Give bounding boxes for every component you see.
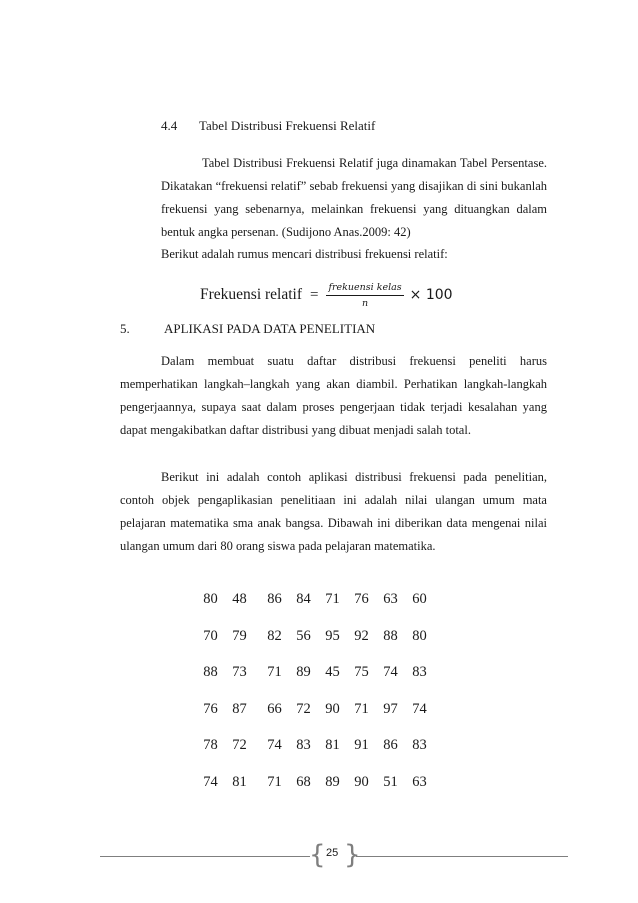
data-cell: 71 bbox=[325, 591, 340, 607]
footer-rule-right bbox=[356, 856, 568, 857]
footer-rule-left bbox=[100, 856, 310, 857]
data-cell: 97 bbox=[383, 700, 398, 717]
data-cell: 66 bbox=[267, 700, 282, 717]
data-cell: 48 bbox=[232, 591, 247, 607]
data-cell: 80 bbox=[412, 627, 427, 644]
section-number: 4.4 bbox=[161, 118, 178, 133]
data-cell: 89 bbox=[325, 773, 340, 790]
data-cell: 95 bbox=[325, 627, 340, 644]
data-cell: 74 bbox=[267, 737, 282, 753]
formula-denominator: n bbox=[362, 297, 369, 309]
data-cell: 72 bbox=[232, 737, 247, 753]
data-cell: 81 bbox=[232, 773, 247, 790]
formula-fraction bbox=[326, 282, 403, 309]
paragraph-text: Berikut adalah rumus mencari distribusi frekuensi relatif: bbox=[161, 247, 448, 261]
right-brace-icon: } bbox=[344, 840, 361, 870]
data-cell: 89 bbox=[296, 664, 311, 680]
data-cell: 63 bbox=[412, 773, 427, 790]
data-cell: 83 bbox=[412, 664, 427, 680]
formula-intro bbox=[161, 243, 547, 266]
data-cell: 71 bbox=[354, 700, 369, 717]
data-row bbox=[196, 732, 434, 769]
data-row bbox=[196, 769, 434, 806]
formula-numerator: frekuensi kelas bbox=[326, 282, 403, 296]
data-cell: 56 bbox=[296, 627, 311, 644]
data-row bbox=[196, 586, 434, 623]
section-5-paragraph-2 bbox=[120, 466, 547, 558]
data-cell: 88 bbox=[203, 664, 218, 680]
data-cell: 76 bbox=[203, 700, 218, 717]
data-cell: 74 bbox=[383, 664, 398, 680]
section-4-4-heading bbox=[161, 118, 375, 134]
data-cell: 74 bbox=[412, 700, 427, 717]
data-cell: 86 bbox=[267, 591, 282, 607]
data-cell: 71 bbox=[267, 664, 282, 680]
data-cell: 79 bbox=[232, 627, 247, 644]
paragraph-text: Berikut ini adalah contoh aplikasi distribusi frekuensi pada penelitian, contoh objek pengaplikasian penelitiaan ini adalah nilai ulangan umum mata pelajaran matematika sma anak bangsa. Dibawah ini diberikan data mengenai nilai ulangan umum dari 80 orang siswa pada pelajaran matematika. bbox=[120, 470, 547, 553]
relative-frequency-formula bbox=[200, 273, 453, 317]
data-cell: 45 bbox=[325, 664, 340, 680]
data-cell: 87 bbox=[232, 700, 247, 717]
data-cell: 90 bbox=[325, 700, 340, 717]
data-cell: 80 bbox=[203, 591, 218, 607]
data-cell: 90 bbox=[354, 773, 369, 790]
left-brace-icon: { bbox=[309, 840, 326, 870]
data-cell: 72 bbox=[296, 700, 311, 717]
data-row bbox=[196, 696, 434, 733]
formula-multiplier: × 100 bbox=[409, 287, 453, 303]
data-cell: 68 bbox=[296, 773, 311, 790]
formula-lhs: Frekuensi relatif bbox=[200, 286, 303, 303]
data-cell: 88 bbox=[383, 627, 398, 644]
section-5-paragraph-1 bbox=[120, 350, 547, 442]
data-cell: 82 bbox=[267, 627, 282, 644]
paragraph-text: Dalam membuat suatu daftar distribusi frekuensi peneliti harus memperhatikan langkah–langkah yang akan diambil. Perhatikan langkah-langkah pengerjaannya, supaya saat dalam proses pengerjaan tidak terjadi kesalahan yang dapat mengakibatkan daftar distribusi yang dibuat menjadi salah total. bbox=[120, 354, 547, 437]
data-row bbox=[196, 623, 434, 660]
section-number: 5. bbox=[120, 321, 130, 336]
section-title: APLIKASI PADA DATA PENELITIAN bbox=[164, 321, 376, 336]
data-cell: 63 bbox=[383, 591, 398, 607]
data-cell: 75 bbox=[354, 664, 369, 680]
data-cell: 78 bbox=[203, 737, 218, 753]
data-cell: 71 bbox=[267, 773, 282, 790]
data-cell: 74 bbox=[203, 773, 218, 790]
section-4-4-paragraph bbox=[161, 152, 547, 244]
data-cell: 91 bbox=[354, 737, 369, 753]
section-5-heading bbox=[120, 321, 375, 337]
data-cell: 51 bbox=[383, 773, 398, 790]
data-row bbox=[196, 659, 434, 696]
data-cell: 73 bbox=[232, 664, 247, 680]
data-cell: 70 bbox=[203, 627, 218, 644]
data-cell: 76 bbox=[354, 591, 369, 607]
data-cell: 81 bbox=[325, 737, 340, 753]
score-data-grid bbox=[196, 586, 434, 805]
paragraph-text: Tabel Distribusi Frekuensi Relatif juga dinamakan Tabel Persentase. Dikatakan “frekuensi relatif” sebab frekuensi yang disajikan di sini bukanlah frekuensi yang sebenarnya, melainkan frekuensi yang dituangkan dalam bentuk angka persenan. (Sudijono Anas.2009: 42) bbox=[161, 156, 547, 239]
data-cell: 92 bbox=[354, 627, 369, 644]
data-cell: 83 bbox=[296, 737, 311, 753]
data-cell: 83 bbox=[412, 737, 427, 753]
data-cell: 60 bbox=[412, 591, 427, 607]
data-cell: 86 bbox=[383, 737, 398, 753]
formula-equals: = bbox=[310, 286, 319, 303]
section-title: Tabel Distribusi Frekuensi Relatif bbox=[199, 118, 376, 133]
data-cell: 84 bbox=[296, 591, 311, 607]
page-number: 25 bbox=[326, 847, 339, 859]
